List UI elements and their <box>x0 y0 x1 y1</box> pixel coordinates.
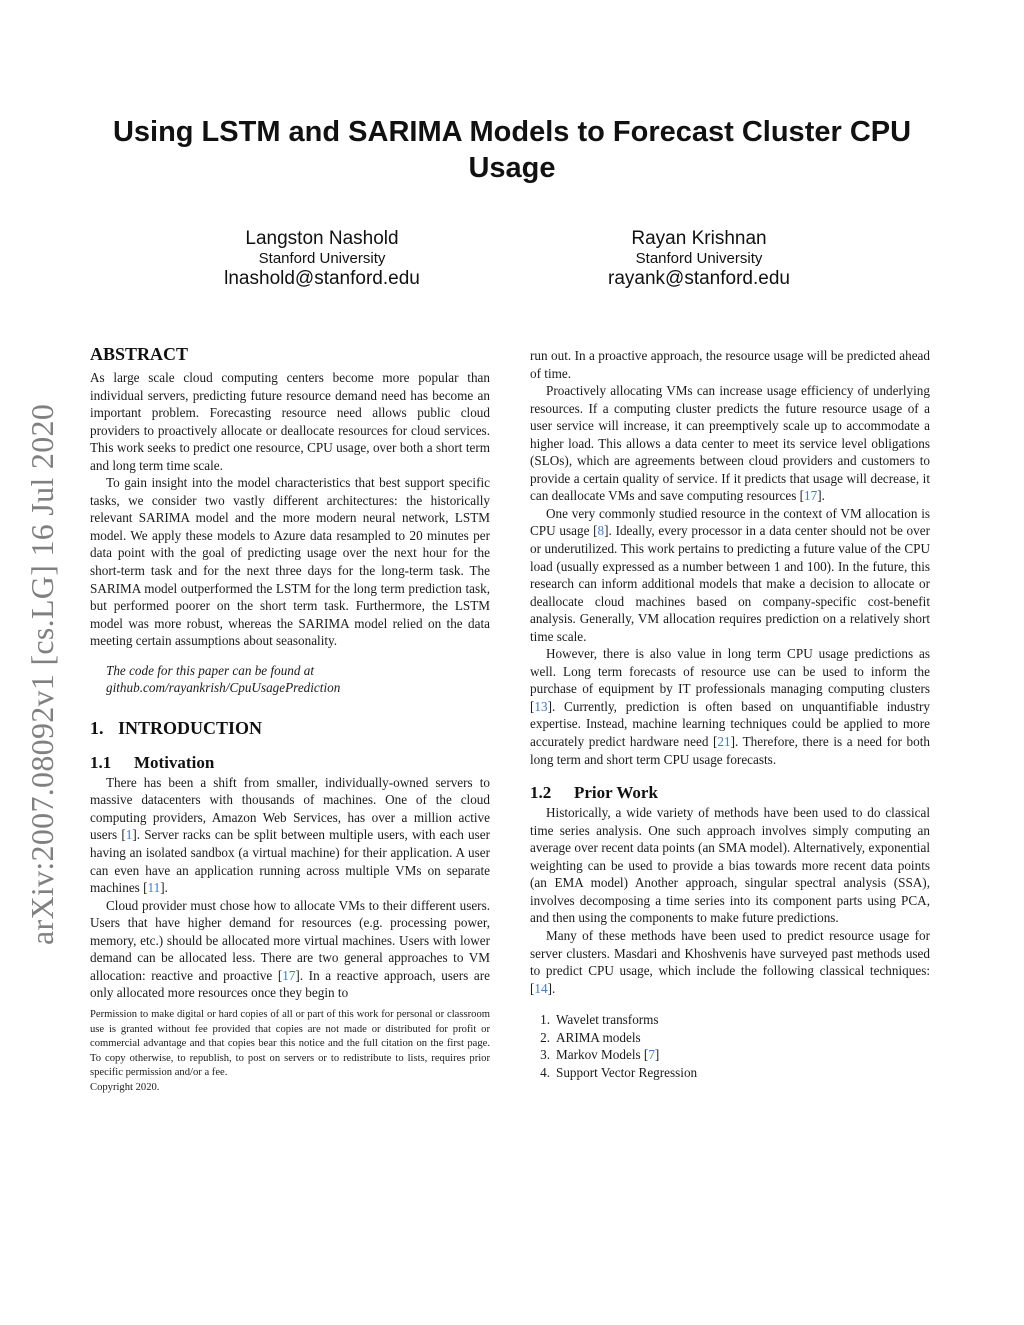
list-item: 4. Support Vector Regression <box>540 1064 698 1080</box>
copyright-notice: Copyright 2020. <box>90 1081 160 1093</box>
subsection-number: 1.1 <box>90 752 112 772</box>
author-email: lnashold@stanford.edu <box>224 268 420 289</box>
citation-link[interactable]: 1 <box>125 827 133 843</box>
author-name: Rayan Krishnan <box>631 228 767 249</box>
citation-link[interactable]: 8 <box>597 523 605 539</box>
author-affiliation: Stanford University <box>258 250 386 267</box>
citation-link[interactable]: 11 <box>147 880 161 896</box>
intro-paragraph-proactive: Proactively allocating VMs can increase usage efficiency of underlying resources. If a computing cluster predicts the future resource usage of a user service will increase, it can preemptively scale up to accommodate a higher load. This allows a data center to meet its service level obligations (SLOs), which are agreements between cloud providers and customers to provide a certain quality of service. If it predicts that usage will decrease, it can deallocate VMs and save computing resources [17]. <box>530 383 930 504</box>
author-block-1 <box>172 228 472 290</box>
abstract-paragraph-2: To gain insight into the model characteristics that best support specific tasks, we consider two vastly different architectures: the historically relevant SARIMA model and the more modern neural network, LSTM model. We apply these models to Azure data resampled to 20 minutes per data point with the goal of predicting usage over the next hour for the short-term task and for the next three days for the long-term task. The SARIMA model outperformed the LSTM for the long term prediction task, but performed poorer on the short term task. Furthermore, the LSTM model was more robust, whereas the SARIMA model relied on the data meeting certain assumptions about seasonality. <box>90 475 490 649</box>
prior-work-paragraph-1: Historically, a wide variety of methods have been used to do classical time series analysis. One such approach involves simply computing an average over recent data points (an SMA model). Alternatively, exponential weighting can be used to provide a bias towards more recent data points (an EMA model) Another approach, singular spectral analysis (SSA), involves decomposing a time series into its component parts using PCA, and then using the components to make future predictions. <box>530 805 930 926</box>
list-item: 3. Markov Models [7] <box>540 1047 660 1063</box>
intro-paragraph-cpu: One very commonly studied resource in the context of VM allocation is CPU usage [8]. Ideally, every processor in a data center should not be over or underutilized. This work pertains to predicting a future value of the CPU load (usually expressed as a number between 1 and 100). In the future, this research can inform additional models that make a decision to allocate or deallocate cloud machines based on company-specific cost-benefit analysis. Generally, VM allocation requires prediction on a relatively short time scale. <box>530 505 930 644</box>
section-heading-introduction <box>90 716 490 740</box>
author-email: rayank@stanford.edu <box>608 268 790 289</box>
motivation-paragraph-2: Cloud provider must chose how to allocate VMs to their different users. Users that have higher demand for resources (e.g. processing power, memory, etc.) should be allocated more virtual machines. Users with lower demand can be allocated less. There are two general approaches to VM allocation: reactive and proactive [17]. In a reactive approach, users are only allocated more resources once they begin to <box>90 897 490 1001</box>
author-name: Langston Nashold <box>245 228 399 249</box>
subsection-title: Motivation <box>134 752 215 772</box>
paper-title: Using LSTM and SARIMA Models to Forecast Cluster CPU Usage <box>112 116 912 184</box>
code-repo-link[interactable]: github.com/rayankrish/CpuUsagePrediction <box>106 680 341 696</box>
code-note-line-1: The code for this paper can be found at <box>106 662 315 678</box>
citation-link[interactable]: 14 <box>534 980 548 996</box>
arxiv-stamp: arXiv:2007.08092v1 [cs.LG] 16 Jul 2020 <box>24 403 60 945</box>
prior-work-paragraph-2: Many of these methods have been used to predict resource usage for server clusters. Masdari and Khoshvenis have surveyed past methods used to predict CPU usage, which include the following classical techniques: [14]. <box>530 927 930 996</box>
citation-link[interactable]: 13 <box>534 698 548 714</box>
subsection-number: 1.2 <box>530 783 552 803</box>
citation-link[interactable]: 17 <box>282 967 296 983</box>
list-item: 1. Wavelet transforms <box>540 1012 659 1028</box>
classical-techniques-list <box>530 1011 930 1081</box>
abstract-heading: ABSTRACT <box>90 344 189 364</box>
right-column <box>530 347 930 1081</box>
section-title: INTRODUCTION <box>118 717 263 738</box>
list-item: 2. ARIMA models <box>540 1029 641 1045</box>
citation-link[interactable]: 21 <box>717 734 731 750</box>
motivation-paragraph-1: There has been a shift from smaller, individually-owned servers to massive datacenters with thousands of machines. One of the cloud computing providers, Amazon Web Services, has over a million active users [1]. Server racks can be split between multiple users, with each user having an isolated sandbox (a virtual machine) for their application. A user can even have an application running across multiple VMs on separate machines [11]. <box>90 774 490 896</box>
left-column <box>90 342 490 1096</box>
subsection-heading-motivation <box>90 752 490 774</box>
subsection-title: Prior Work <box>574 783 658 803</box>
citation-link[interactable]: 17 <box>804 488 818 504</box>
citation-link[interactable]: 7 <box>648 1047 655 1063</box>
author-affiliation: Stanford University <box>635 250 763 267</box>
intro-paragraph-continued: run out. In a proactive approach, the resource usage will be predicted ahead of time. <box>530 348 930 381</box>
permission-notice: Permission to make digital or hard copies of all or part of this work for personal or classroom use is granted without fee provided that copies are not made or distributed for profit or commercial advantage and that copies bear this notice and the full citation on the first page. To copy otherwise, to republish, to post on servers or to redistribute to lists, requires prior specific permission and/or a fee. <box>90 1008 490 1079</box>
abstract-paragraph-1: As large scale cloud computing centers become more popular than individual servers, predicting future resource demand need has become an important problem. Forecasting resource need allows public cloud providers to proactively allocate or deallocate resources for cloud services. This work seeks to predict one resource, CPU usage, over both a short term and long term time scale. <box>90 370 490 473</box>
section-number: 1. <box>90 717 104 738</box>
intro-paragraph-long-term: However, there is also value in long term CPU usage predictions as well. Long term forecasts of resource use can be used to inform the purchase of equipment by IT professionals managing computing clusters [13]. Currently, prediction is often based on unquantifiable industry expertise. Instead, machine learning techniques could be applied to more accurately predict hardware need [21]. Therefore, there is a need for both long term and short term CPU usage forecasts. <box>530 646 930 767</box>
author-block-2 <box>549 228 849 290</box>
subsection-heading-prior-work <box>530 782 930 804</box>
